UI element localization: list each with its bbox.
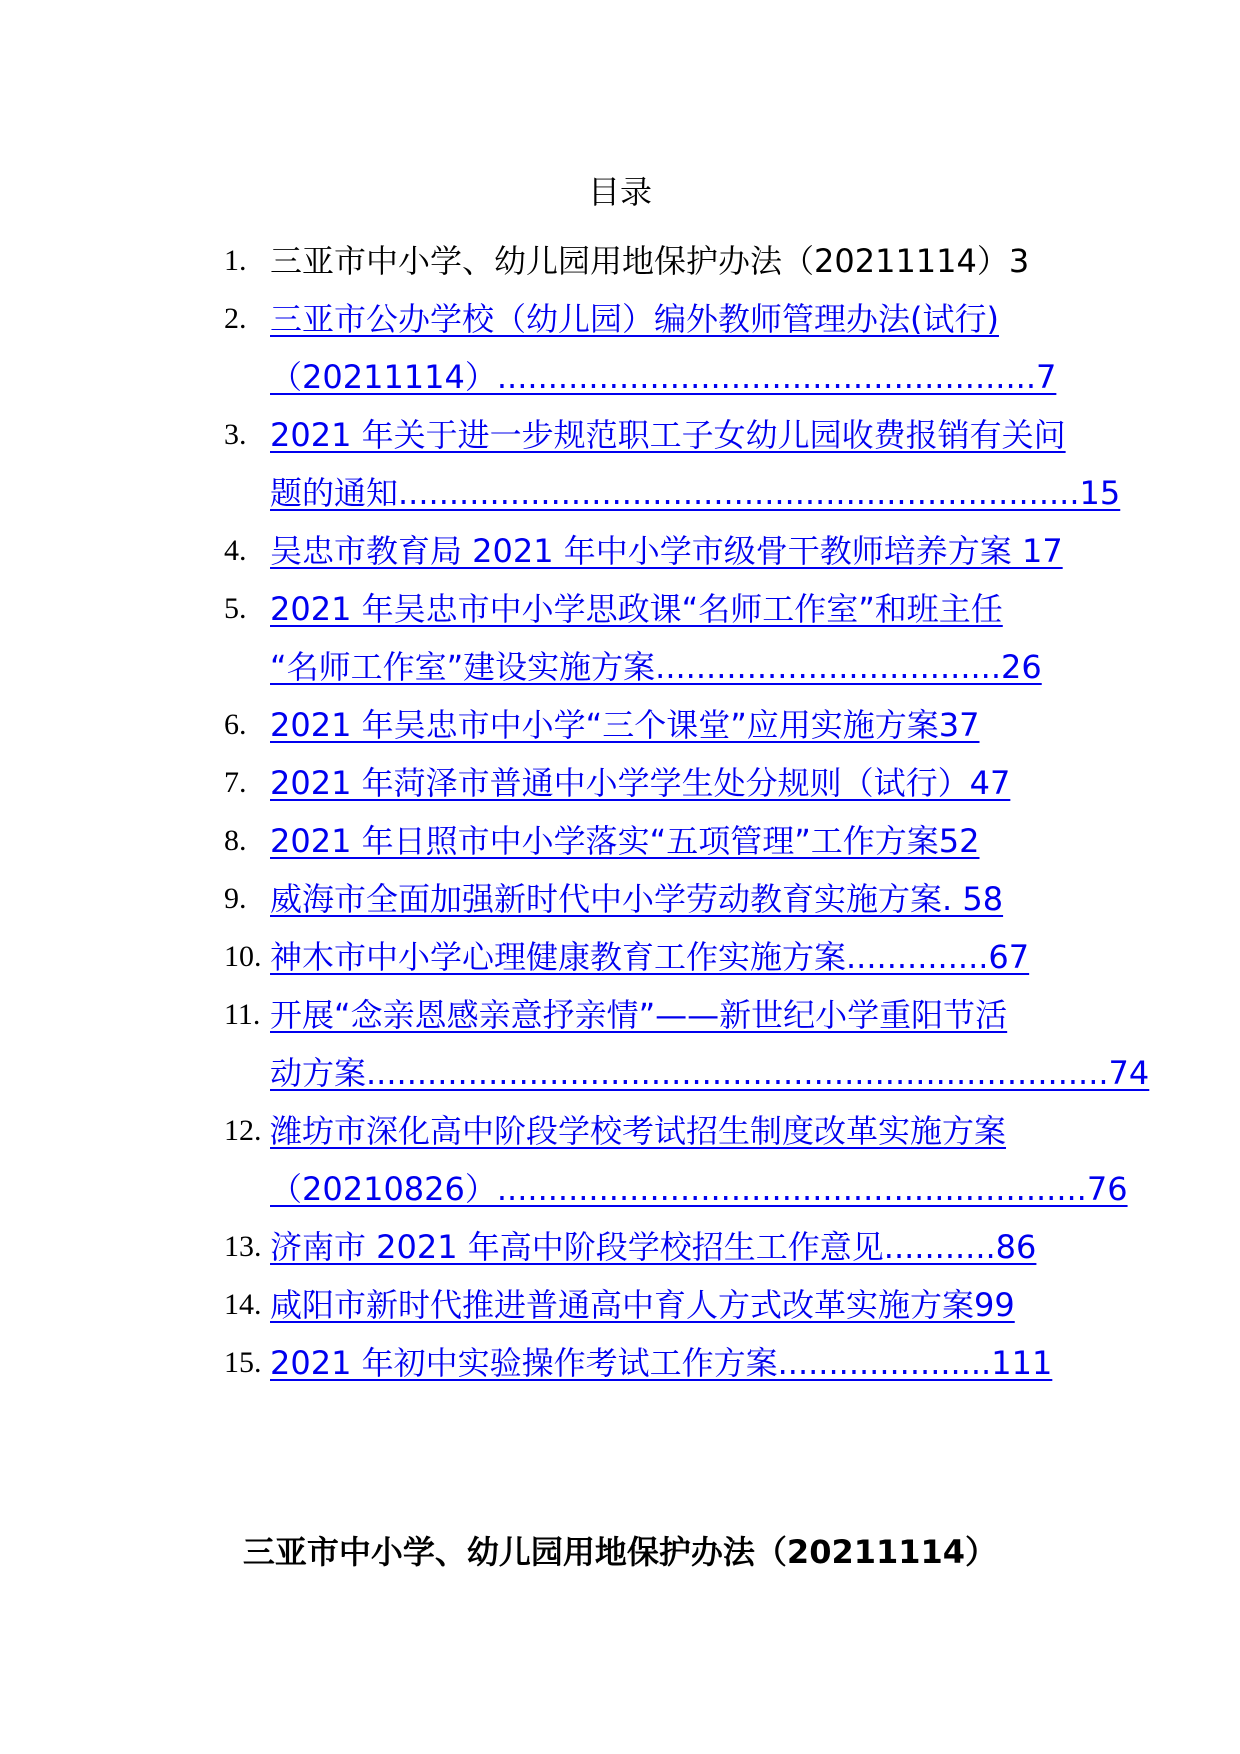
toc-title: 目录 (587, 173, 652, 211)
toc-item-number: 6. (224, 708, 247, 741)
toc-link[interactable]: 咸阳市新时代推进普通高中育人方式改革实施方案99 (270, 1286, 1015, 1324)
toc-item-number: 13. (224, 1230, 262, 1263)
toc-link[interactable]: 吴忠市教育局 2021 年中小学市级骨干教师培养方案 17 (270, 532, 1063, 570)
toc-item-2-continued[interactable] (0, 352, 1240, 402)
toc-link[interactable]: 三亚市公办学校（幼儿园）编外教师管理办法(试行) (270, 300, 999, 338)
toc-item-1 (0, 236, 1240, 286)
toc-link[interactable]: 开展“念亲恩感亲意抒亲情”——新世纪小学重阳节活 (270, 996, 1008, 1034)
toc-item-number: 15. (224, 1346, 262, 1379)
toc-link[interactable]: 济南市 2021 年高中阶段学校招生工作意见...........86 (270, 1228, 1037, 1266)
toc-item-number: 2. (224, 302, 247, 335)
toc-item-10[interactable] (0, 932, 1240, 982)
toc-item-number: 1. (224, 244, 247, 277)
toc-item-9[interactable] (0, 874, 1240, 924)
toc-link[interactable]: “名师工作室”建设实施方案..................................26 (270, 648, 1042, 686)
toc-link[interactable]: 神木市中小学心理健康教育工作实施方案..............67 (270, 938, 1030, 976)
toc-item-7[interactable] (0, 758, 1240, 808)
toc-item-8[interactable] (0, 816, 1240, 866)
toc-item-number: 7. (224, 766, 247, 799)
toc-item-14[interactable] (0, 1280, 1240, 1330)
toc-link[interactable]: 威海市全面加强新时代中小学劳动教育实施方案. 58 (270, 880, 1004, 918)
toc-link[interactable]: 动方案.........................................................................74 (270, 1054, 1150, 1092)
toc-item-number: 9. (224, 882, 247, 915)
toc-item-5-continued[interactable] (0, 642, 1240, 692)
toc-item-number: 8. (224, 824, 247, 857)
toc-item-6[interactable] (0, 700, 1240, 750)
toc-link[interactable]: 潍坊市深化高中阶段学校考试招生制度改革实施方案 (270, 1112, 1007, 1150)
toc-item-3[interactable] (0, 410, 1240, 460)
toc-item-number: 14. (224, 1288, 262, 1321)
toc-item-12[interactable] (0, 1106, 1240, 1156)
toc-link[interactable]: 2021 年吴忠市中小学思政课“名师工作室”和班主任 (270, 590, 1003, 628)
toc-item-15[interactable] (0, 1338, 1240, 1388)
toc-link[interactable]: 2021 年吴忠市中小学“三个课堂”应用实施方案37 (270, 706, 980, 744)
toc-link[interactable]: （20210826）..........................................................76 (270, 1170, 1128, 1208)
toc-item-11[interactable] (0, 990, 1240, 1040)
toc-item-number: 10. (224, 940, 262, 973)
toc-item-text: 三亚市中小学、幼儿园用地保护办法（20211114）3 (270, 242, 1030, 280)
toc-link[interactable]: 2021 年日照市中小学落实“五项管理”工作方案52 (270, 822, 980, 860)
toc-item-4[interactable] (0, 526, 1240, 576)
toc-item-13[interactable] (0, 1222, 1240, 1272)
toc-link[interactable]: 题的通知...................................................................15 (270, 474, 1121, 512)
toc-link[interactable]: 2021 年菏泽市普通中小学学生处分规则（试行）47 (270, 764, 1011, 802)
toc-item-11-continued[interactable] (0, 1048, 1240, 1098)
toc-link[interactable]: （20211114）.....................................................7 (270, 358, 1057, 396)
toc-item-number: 4. (224, 534, 247, 567)
toc-item-12-continued[interactable] (0, 1164, 1240, 1214)
toc-item-number: 11. (224, 998, 261, 1031)
toc-item-number: 5. (224, 592, 247, 625)
toc-item-2[interactable] (0, 294, 1240, 344)
section-heading: 三亚市中小学、幼儿园用地保护办法（20211114） (242, 1533, 998, 1571)
toc-item-number: 12. (224, 1114, 262, 1147)
toc-link[interactable]: 2021 年关于进一步规范职工子女幼儿园收费报销有关问 (270, 416, 1066, 454)
toc-link[interactable]: 2021 年初中实验操作考试工作方案.....................111 (270, 1344, 1053, 1382)
toc-item-number: 3. (224, 418, 247, 451)
toc-item-3-continued[interactable] (0, 468, 1240, 518)
toc-item-5[interactable] (0, 584, 1240, 634)
